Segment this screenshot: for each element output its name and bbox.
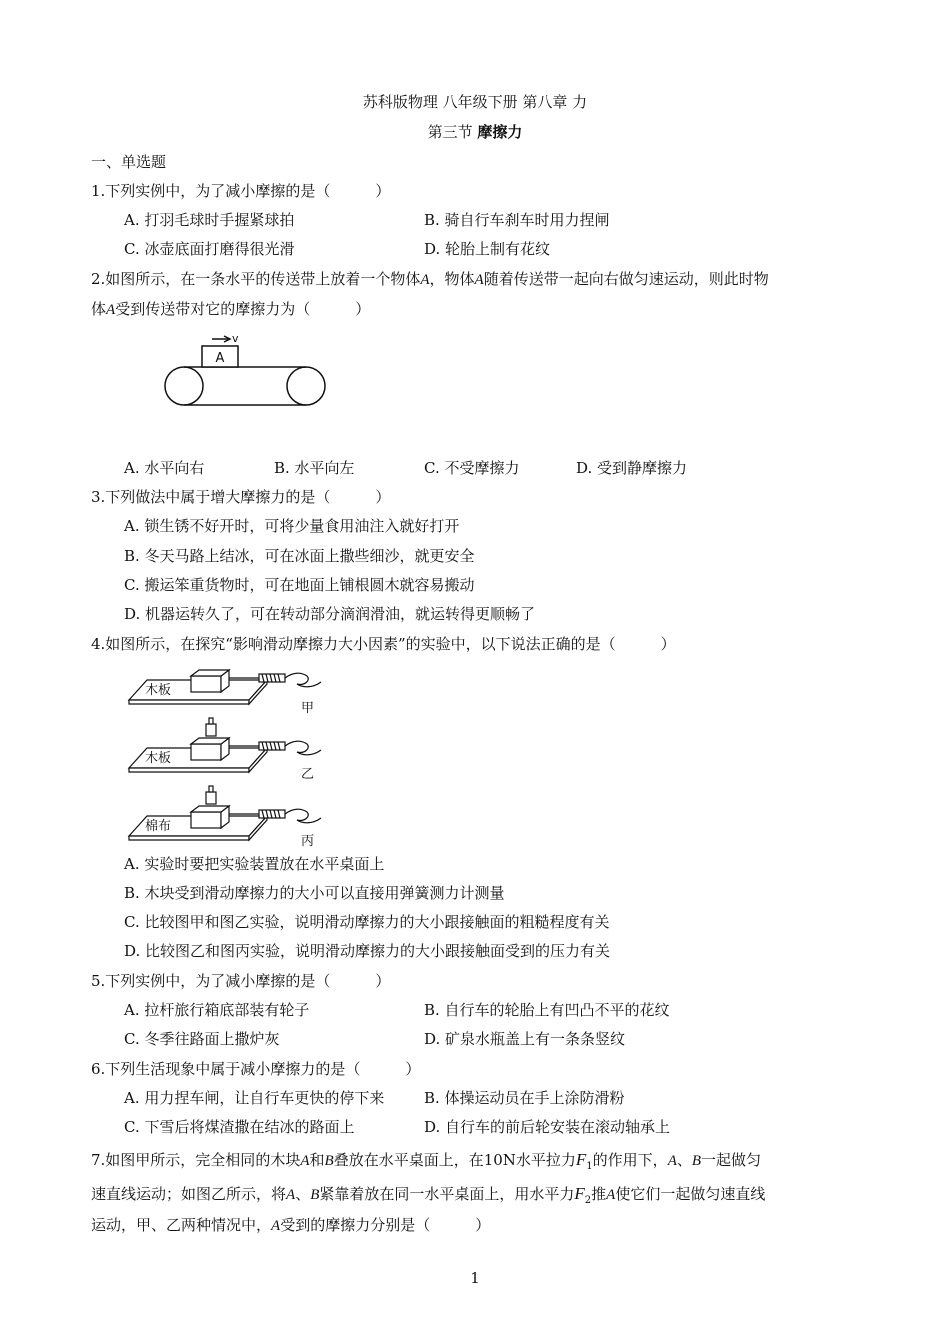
q7-stem-line2: 速直线运动；如图乙所示，将A、B紧靠着放在同一水平桌面上，用水平力$F_2$推A使它们一起做匀速直线	[91, 1184, 766, 1206]
q1-option-d: D. 轮胎上制有花纹	[424, 240, 551, 258]
page-number: 1	[470, 1269, 480, 1287]
q2-stem-line1: 2.如图所示，在一条水平的传送带上放着一个物体A，物体A随着传送带一起向右做匀速运动，则此时物	[91, 270, 769, 288]
q6-stem: 6.下列生活现象中属于减小摩擦力的是（ ）	[91, 1060, 421, 1078]
var-a: A	[106, 302, 116, 318]
q4-stem: 4.如图所示，在探究“影响滑动摩擦力大小因素”的实验中，以下说法正确的是（ ）	[91, 635, 676, 653]
q2-option-d: D. 受到静摩擦力	[576, 459, 688, 477]
surface-label-2: 木板	[145, 751, 172, 766]
q6-option-d: D. 自行车的前后轮安装在滚动轴承上	[424, 1118, 671, 1136]
q3-stem: 3.下列做法中属于增大摩擦力的是（ ）	[91, 488, 391, 506]
conveyor-belt-figure	[160, 330, 335, 416]
q3-option-b: B. 冬天马路上结冰，可在冰面上撒些细沙，就更安全	[124, 547, 475, 565]
section-title	[0, 122, 950, 142]
section-name: 摩擦力	[477, 123, 523, 141]
panel-tag-1: 甲	[301, 701, 315, 716]
right-pulley	[287, 367, 325, 405]
q2-stem-line2: 体A受到传送带对它的摩擦力为（ ）	[91, 300, 371, 318]
q7-stem-line3: 运动，甲、乙两种情况中，A受到的摩擦力分别是（ ）	[91, 1216, 491, 1234]
panel-tag-2: 乙	[301, 767, 315, 782]
q4-option-c: C. 比较图甲和图乙实验，说明滑动摩擦力的大小跟接触面的粗糙程度有关	[124, 913, 610, 931]
q4-option-a: A. 实验时要把实验装置放在水平桌面上	[124, 855, 385, 873]
q5-option-a: A. 拉杆旅行箱底部装有轮子	[124, 1001, 310, 1019]
q1-option-a: A. 打羽毛球时手握紧球拍	[124, 211, 295, 229]
q7-stem-line1: 7.如图甲所示，完全相同的木块A和B叠放在水平桌面上，在10N水平拉力$F_1$的作用下，A、B一起做匀	[91, 1150, 762, 1172]
q4-option-d: D. 比较图乙和图丙实验，说明滑动摩擦力的大小跟接触面受到的压力有关	[124, 942, 611, 960]
q2-option-a: A. 水平向右	[124, 459, 205, 477]
document-title: 苏科版物理 八年级下册 第八章 力	[362, 93, 588, 111]
q6-option-b: B. 体操运动员在手上涂防滑粉	[424, 1089, 625, 1107]
surface-label-3: 棉布	[145, 819, 172, 834]
section-prefix: 第三节	[427, 123, 473, 141]
q1-option-b: B. 骑自行车刹车时用力捏闸	[424, 211, 610, 229]
surface-label-1: 木板	[145, 683, 172, 698]
q5-stem: 5.下列实例中，为了减小摩擦的是（ ）	[91, 972, 391, 990]
q1-option-c: C. 冰壶底面打磨得很光滑	[124, 240, 295, 258]
q6-option-a: A. 用力捏车闸，让自行车更快的停下来	[124, 1089, 385, 1107]
panel-tag-3: 丙	[301, 834, 315, 849]
wood-block	[191, 676, 221, 692]
q3-option-d: D. 机器运转久了，可在转动部分滴润滑油，就运转得更顺畅了	[124, 605, 536, 623]
q5-option-b: B. 自行车的轮胎上有凹凸不平的花纹	[424, 1001, 670, 1019]
hand	[285, 673, 308, 684]
q4-option-b: B. 木块受到滑动摩擦力的大小可以直接用弹簧测力计测量	[124, 884, 505, 902]
q5-option-c: C. 冬季往路面上撒炉灰	[124, 1030, 280, 1048]
q5-option-d: D. 矿泉水瓶盖上有一条条竖纹	[424, 1030, 626, 1048]
left-pulley	[165, 367, 203, 405]
q2-option-b: B. 水平向左	[274, 459, 355, 477]
block-label: A	[215, 351, 225, 366]
q2-option-c: C. 不受摩擦力	[424, 459, 520, 477]
friction-experiment-figure	[125, 660, 335, 850]
var-a: A	[420, 272, 430, 288]
velocity-label: v	[232, 332, 239, 345]
q6-option-c: C. 下雪后将煤渣撒在结冰的路面上	[124, 1118, 355, 1136]
var-a: A	[474, 272, 484, 288]
q1-stem: 1.下列实例中，为了减小摩擦的是（ ）	[91, 182, 391, 200]
weight	[206, 724, 216, 736]
part-title: 一、单选题	[91, 153, 167, 171]
q3-option-a: A. 锁生锈不好开时，可将少量食用油注入就好打开	[124, 517, 460, 535]
q3-option-c: C. 搬运笨重货物时，可在地面上铺根圆木就容易搬动	[124, 576, 475, 594]
